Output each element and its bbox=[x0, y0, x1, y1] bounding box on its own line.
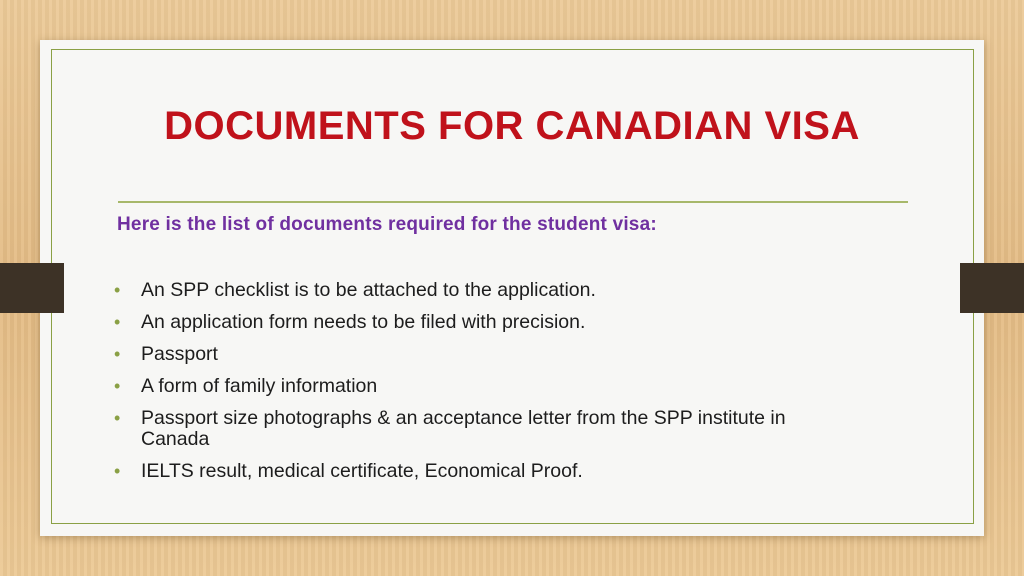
list-item-text: An SPP checklist is to be attached to the application. bbox=[141, 279, 596, 301]
bullet-icon: • bbox=[114, 376, 121, 396]
list-item bbox=[114, 280, 834, 301]
slide-title: DOCUMENTS FOR CANADIAN VISA bbox=[164, 104, 860, 148]
list-item bbox=[114, 312, 834, 333]
bullet-icon: • bbox=[114, 280, 121, 300]
right-binder-tab bbox=[960, 263, 1024, 313]
list-item bbox=[114, 376, 834, 397]
intro-text: Here is the list of documents required for the student visa: bbox=[117, 214, 657, 235]
bullet-icon: • bbox=[114, 408, 121, 428]
list-item-text: Passport bbox=[141, 343, 218, 365]
documents-list bbox=[114, 280, 834, 493]
list-item-text: An application form needs to be filed with precision. bbox=[141, 311, 586, 333]
left-binder-tab bbox=[0, 263, 64, 313]
list-item bbox=[114, 408, 834, 450]
list-item-text: IELTS result, medical certificate, Economical Proof. bbox=[141, 460, 583, 482]
list-item-text: Passport size photographs & an acceptance letter from the SPP institute in Canada bbox=[141, 407, 786, 450]
title-divider bbox=[118, 201, 908, 203]
bullet-icon: • bbox=[114, 312, 121, 332]
list-item bbox=[114, 461, 834, 482]
bullet-icon: • bbox=[114, 344, 121, 364]
bullet-icon: • bbox=[114, 461, 121, 481]
list-item-text: A form of family information bbox=[141, 375, 378, 397]
list-item bbox=[114, 344, 834, 365]
